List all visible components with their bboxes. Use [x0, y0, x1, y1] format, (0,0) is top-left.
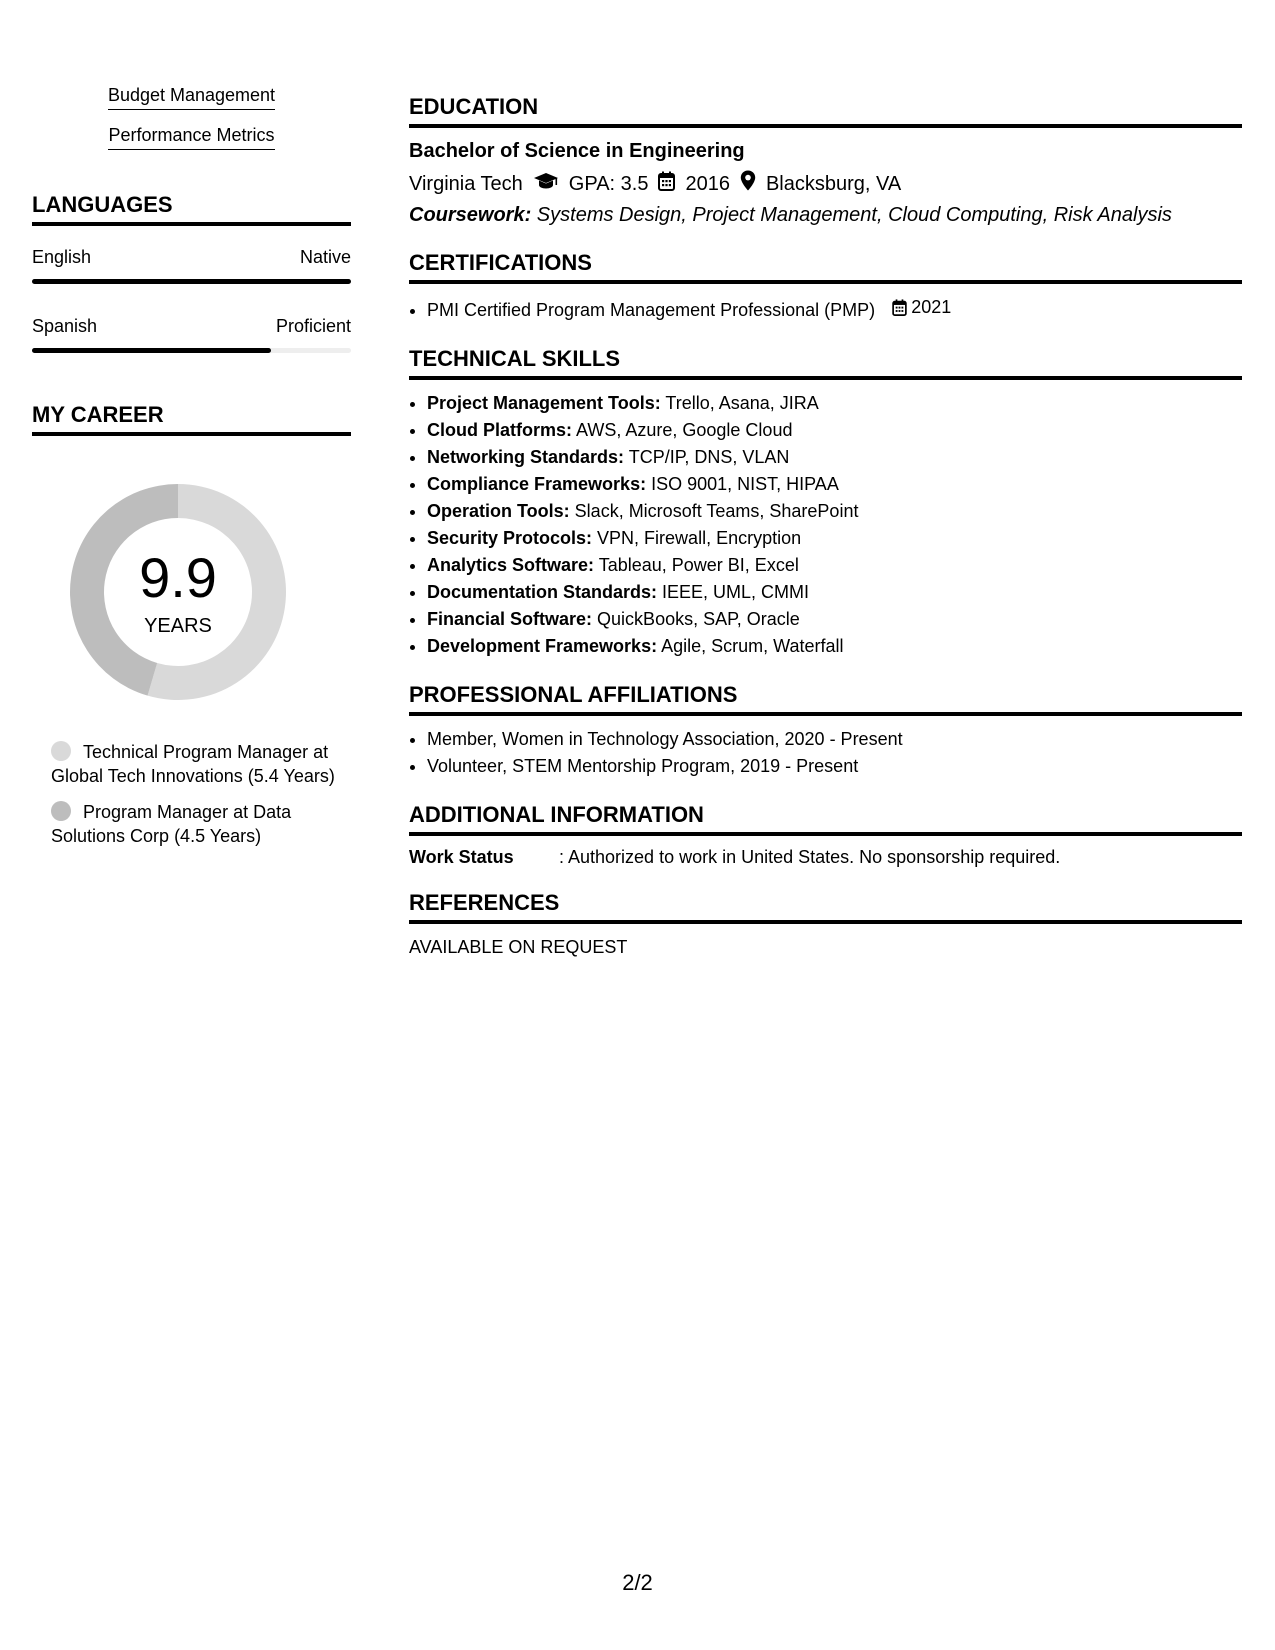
career-years-label: YEARS [144, 615, 212, 637]
education-details [409, 170, 1242, 198]
coursework-list: Systems Design, Project Management, Cloud Computing, Risk Analysis [531, 204, 1172, 226]
certifications-section [409, 250, 1242, 324]
education-degree: Bachelor of Science in Engineering [409, 140, 745, 162]
affiliation-item: • Volunteer, STEM Mentorship Program, 2019 - Present [427, 753, 1242, 780]
certification-year: 2021 [911, 297, 952, 317]
skill-values: VPN, Firewall, Encryption [592, 528, 802, 548]
technical-skill-item [427, 390, 1242, 417]
calendar-icon [892, 299, 907, 316]
additional-info-section [409, 802, 1242, 868]
language-item [32, 246, 351, 284]
skill-category: Project Management Tools: [427, 393, 661, 413]
certification-item [427, 294, 1242, 324]
technical-skills-heading: TECHNICAL SKILLS [409, 346, 1242, 380]
skill-tag: Performance Metrics [108, 124, 274, 150]
technical-skill-item [427, 444, 1242, 471]
work-status-value: : Authorized to work in United States. No sponsorship required. [559, 847, 1061, 867]
technical-skill-item [427, 579, 1242, 606]
technical-skill-item [427, 633, 1242, 660]
career-total-years: 9.9 [139, 546, 217, 609]
language-proficiency-bar [32, 348, 351, 353]
skill-category: Compliance Frameworks: [427, 474, 647, 494]
language-name: English [32, 247, 92, 267]
education-location: Blacksburg, VA [765, 173, 902, 195]
certification-name: PMI Certified Program Management Professional (PMP) [427, 300, 876, 320]
language-proficiency-bar [32, 279, 351, 284]
career-role-label: Technical Program Manager at Global Tech Innovations (5.4 Years) [51, 742, 335, 786]
language-level: Proficient [275, 316, 351, 336]
education-heading: EDUCATION [409, 94, 1242, 128]
technical-skill-item [427, 606, 1242, 633]
technical-skill-item [427, 552, 1242, 579]
language-proficiency-fill [32, 348, 271, 353]
career-legend [32, 740, 351, 848]
career-legend-item [51, 800, 351, 848]
legend-dot-icon [51, 741, 71, 761]
skill-values: QuickBooks, SAP, Oracle [592, 609, 800, 629]
work-status-row [409, 846, 1242, 868]
skill-category: Development Frameworks: [427, 636, 658, 656]
affiliation-item: • Member, Women in Technology Association, 2020 - Present [427, 726, 1242, 753]
left-column [32, 84, 351, 860]
skill-values: Trello, Asana, JIRA [660, 393, 819, 413]
calendar-icon [658, 171, 675, 198]
career-role-label: Program Manager at Data Solutions Corp (4.5 Years) [51, 802, 292, 846]
technical-skill-item [427, 498, 1242, 525]
right-column [409, 94, 1242, 958]
affiliations-heading: PROFESSIONAL AFFILIATIONS [409, 682, 1242, 716]
skill-category: Analytics Software: [427, 555, 595, 575]
skill-category: Networking Standards: [427, 447, 625, 467]
technical-skill-item [427, 525, 1242, 552]
language-name: Spanish [32, 316, 98, 336]
page-number: 2/2 [622, 1570, 653, 1595]
skill-values: Agile, Scrum, Waterfall [657, 636, 844, 656]
education-coursework [409, 202, 1242, 228]
languages-heading: LANGUAGES [32, 192, 351, 226]
language-list [32, 246, 351, 353]
technical-skills-list [409, 390, 1242, 660]
languages-section [32, 192, 351, 353]
language-level: Native [299, 247, 351, 267]
education-year: 2016 [685, 173, 730, 195]
skill-values: IEEE, UML, CMMI [657, 582, 810, 602]
legend-dot-icon [51, 801, 71, 821]
skill-values: AWS, Azure, Google Cloud [572, 420, 793, 440]
references-section [409, 890, 1242, 958]
skill-values: ISO 9001, NIST, HIPAA [646, 474, 839, 494]
location-pin-icon [740, 170, 756, 198]
technical-skill-item [427, 471, 1242, 498]
certifications-list [409, 294, 1242, 324]
skill-category: Cloud Platforms: [427, 420, 573, 440]
references-heading: REFERENCES [409, 890, 1242, 924]
education-school: Virginia Tech [409, 173, 523, 195]
skill-category: Operation Tools: [427, 501, 570, 521]
technical-skill-item [427, 417, 1242, 444]
affiliations-list [409, 726, 1242, 780]
career-legend-item [51, 740, 351, 788]
references-text: AVAILABLE ON REQUEST [409, 937, 628, 957]
additional-info-heading: ADDITIONAL INFORMATION [409, 802, 1242, 836]
skill-category: Documentation Standards: [427, 582, 658, 602]
language-proficiency-fill [32, 279, 351, 284]
graduation-cap-icon [533, 171, 559, 197]
skill-tags [32, 84, 351, 150]
skill-tag: Budget Management [108, 84, 275, 110]
skill-values: Tableau, Power BI, Excel [594, 555, 799, 575]
skill-values: Slack, Microsoft Teams, SharePoint [569, 501, 859, 521]
work-status-label: Work Status [409, 847, 514, 867]
skill-category: Financial Software: [427, 609, 593, 629]
education-gpa: GPA: 3.5 [568, 173, 649, 195]
career-donut-chart [64, 478, 292, 706]
affiliations-section [409, 682, 1242, 780]
skill-values: TCP/IP, DNS, VLAN [624, 447, 790, 467]
certifications-heading: CERTIFICATIONS [409, 250, 1242, 284]
coursework-label: Coursework: [409, 204, 532, 226]
education-section [409, 94, 1242, 228]
career-section [32, 402, 351, 848]
technical-skills-section [409, 346, 1242, 660]
skill-category: Security Protocols: [427, 528, 593, 548]
career-heading: MY CAREER [32, 402, 351, 436]
language-item [32, 315, 351, 353]
